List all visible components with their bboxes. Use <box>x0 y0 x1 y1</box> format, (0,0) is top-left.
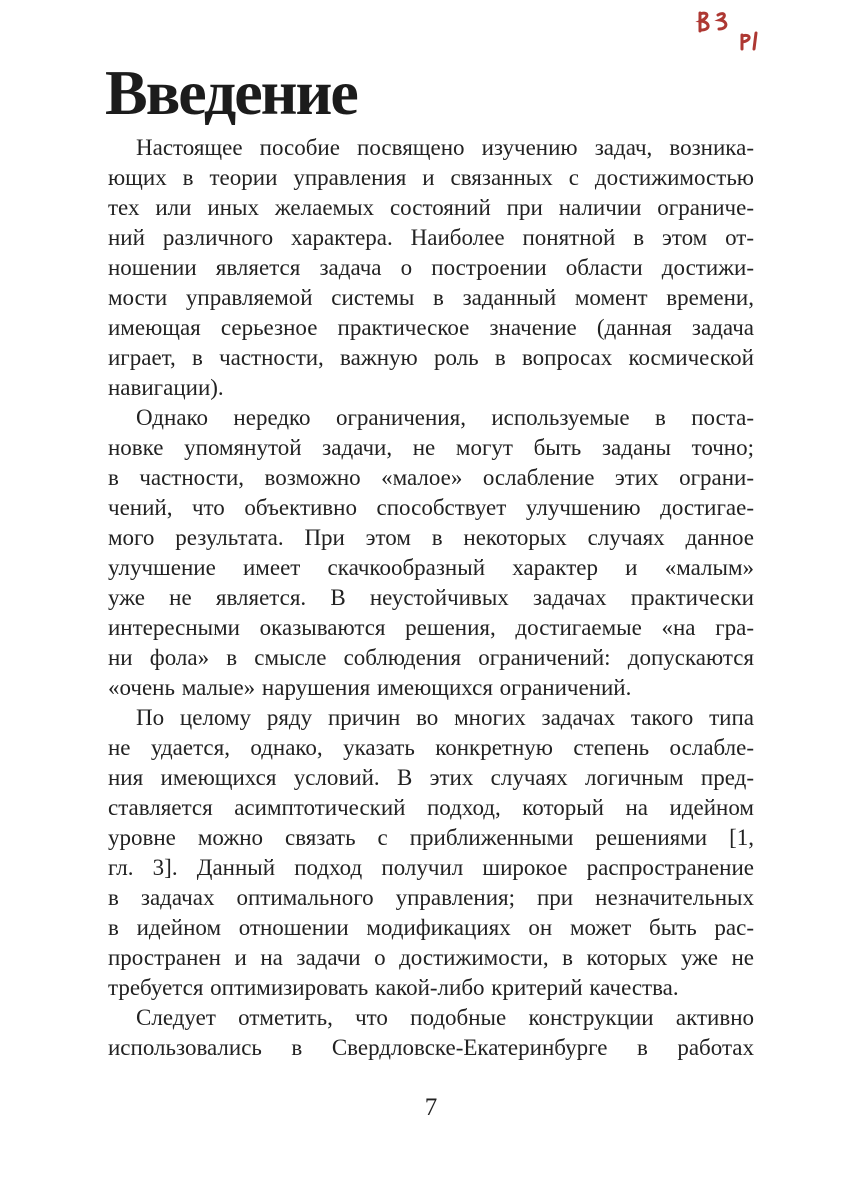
paragraph <box>108 703 754 1003</box>
text-line: в частности, возможно «малое» ослабление этих ограни- <box>108 465 754 490</box>
text-line: ния имеющихся условий. В этих случаях логичным пред- <box>108 765 754 790</box>
text-line: уже не является. В неустойчивых задачах практически <box>108 585 754 610</box>
paragraph <box>108 1003 754 1063</box>
page-number: 7 <box>424 1094 438 1121</box>
text-line: интересными оказываются решения, достигаемые «на гра- <box>108 615 754 640</box>
paragraph <box>108 133 754 403</box>
text-line: использовались в Свердловске-Екатеринбурге в работах <box>108 1035 754 1060</box>
red-ink-marks <box>694 5 772 53</box>
text-line: чений, что объективно способствует улучшению достигае- <box>108 495 754 520</box>
text-line: Следует отметить, что подобные конструкции активно <box>136 1005 754 1030</box>
text-line: пространен и на задачи о достижимости, в которых уже не <box>108 945 754 970</box>
text-line: уровне можно связать с приближенными решениями [1, <box>108 825 754 850</box>
text-line: мости управляемой системы в заданный момент времени, <box>108 285 754 310</box>
text-line: гл. 3]. Данный подход получил широкое распространение <box>108 855 754 880</box>
text-line: «очень малые» нарушения имеющихся ограничений. <box>108 675 632 700</box>
text-line: ний различного характера. Наиболее понятной в этом от- <box>108 225 754 250</box>
text-line: ношении является задача о построении области достижи- <box>108 255 754 280</box>
paragraph <box>108 403 754 703</box>
text-line: имеющая серьезное практическое значение (данная задача <box>108 315 754 340</box>
text-line: ни фола» в смысле соблюдения ограничений: допускаются <box>108 645 754 670</box>
text-line: навигации). <box>108 375 224 400</box>
text-line: мого результата. При этом в некоторых случаях данное <box>108 525 754 550</box>
text-line: ющих в теории управления и связанных с достижимостью <box>108 165 754 190</box>
text-line: играет, в частности, важную роль в вопросах космической <box>108 345 754 370</box>
text-line: в идейном отношении модификациях он может быть рас- <box>108 915 754 940</box>
text-line: Настоящее пособие посвящено изучению задач, возника- <box>136 135 754 160</box>
text-line: новке упомянутой задачи, не могут быть заданы точно; <box>108 435 754 460</box>
text-line: По целому ряду причин во многих задачах такого типа <box>136 705 754 730</box>
text-block <box>108 133 754 1063</box>
text-line: требуется оптимизировать какой-либо критерий качества. <box>108 975 679 1000</box>
text-line: в задачах оптимального управления; при незначительных <box>108 885 754 910</box>
text-line: не удается, однако, указать конкретную степень ослабле- <box>108 735 754 760</box>
chapter-title: Введение <box>105 57 357 128</box>
text-line: улучшение имеет скачкообразный характер и «малым» <box>108 555 754 580</box>
text-line: ставляется асимптотический подход, который на идейном <box>108 795 754 820</box>
text-line: Однако нередко ограничения, используемые в поста- <box>136 405 754 430</box>
text-line: тех или иных желаемых состояний при наличии ограниче- <box>108 195 754 220</box>
